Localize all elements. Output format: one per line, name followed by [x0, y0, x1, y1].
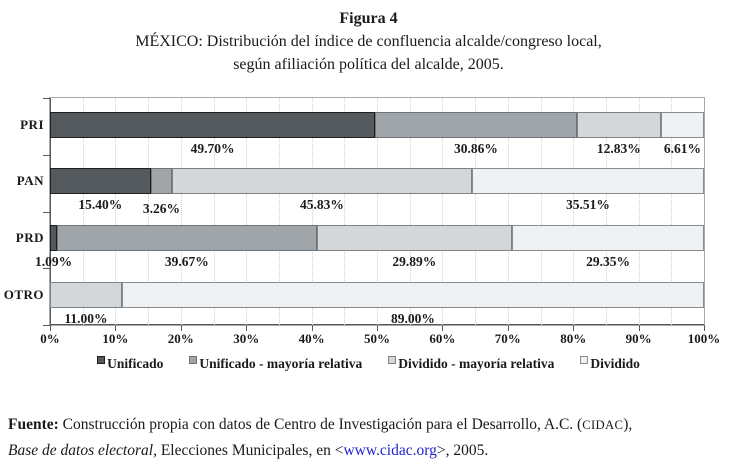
y-axis-tick — [43, 212, 50, 213]
legend-item-1 — [97, 355, 163, 373]
legend-item-3 — [388, 355, 554, 373]
chart-legend — [0, 355, 737, 373]
data-label-prd-series3: 29.89% — [392, 254, 437, 269]
y-axis-tick — [43, 98, 50, 99]
data-label-pri-series2: 30.86% — [454, 141, 498, 156]
data-label-prd-series4: 29.35% — [586, 254, 630, 269]
legend-swatch-icon — [97, 356, 105, 364]
source-line-1 — [8, 412, 731, 438]
x-axis-label-90: 90% — [625, 331, 652, 346]
legend-label: Dividido — [590, 356, 640, 371]
data-label-otro-series3: 11.00% — [64, 311, 108, 326]
x-axis-label-10: 10% — [102, 331, 129, 346]
x-axis-label-20: 20% — [167, 331, 194, 346]
data-label-pan-series1: 15.40% — [78, 197, 123, 212]
data-label-prd-series1: 1.09% — [35, 254, 73, 269]
x-axis-label-60: 60% — [429, 331, 456, 346]
legend-swatch-icon — [580, 356, 588, 364]
y-axis-tick — [43, 155, 50, 156]
figure-title-line1: MÉXICO: Distribución del índice de confluencia alcalde/congreso local, — [135, 33, 602, 50]
category-label-otro: OTRO — [3, 287, 44, 302]
legend-label: Unificado - mayoría relativa — [199, 356, 363, 371]
bar-segment-pan-series3 — [172, 168, 472, 194]
legend-swatch-icon — [189, 356, 197, 364]
data-label-pri-series3: 12.83% — [596, 141, 641, 156]
bar-segment-prd-series4 — [512, 225, 704, 251]
legend-label: Dividido - mayoría relativa — [398, 356, 555, 371]
data-label-pan-series4: 35.51% — [565, 197, 610, 212]
x-axis-label-100: 100% — [687, 331, 721, 346]
data-label-pri-series4: 6.61% — [663, 141, 701, 156]
source-text-2: , Elecciones Municipales, en < — [153, 442, 344, 459]
category-label-pri: PRI — [20, 117, 44, 132]
source-line-2 — [8, 438, 731, 464]
bar-segment-pri-series1 — [50, 112, 375, 138]
bar-segment-otro-series4 — [122, 282, 704, 308]
bar-segment-pri-series2 — [375, 112, 577, 138]
x-axis-label-30: 30% — [233, 331, 260, 346]
source-database-title: Base de datos electoral — [8, 442, 154, 459]
bar-segment-otro-series3 — [50, 282, 122, 308]
figure-number: Figura 4 — [339, 10, 398, 27]
x-axis-label-70: 70% — [494, 331, 521, 346]
y-axis-tick — [43, 325, 50, 326]
source-cidac-acronym: CIDAC — [582, 418, 624, 432]
legend-label: Unificado — [107, 356, 164, 371]
x-axis-label-40: 40% — [298, 331, 325, 346]
legend-item-4 — [580, 355, 640, 373]
bar-segment-prd-series1 — [50, 225, 57, 251]
bar-segment-pan-series1 — [50, 168, 151, 194]
x-axis-label-80: 80% — [560, 331, 587, 346]
bar-segment-pan-series2 — [151, 168, 172, 194]
bar-segment-pan-series4 — [472, 168, 704, 194]
category-label-prd: PRD — [15, 230, 44, 245]
category-label-pan: PAN — [16, 173, 44, 188]
source-text-1-end: ), — [623, 416, 633, 433]
legend-item-2 — [189, 355, 362, 373]
x-axis-label-50: 50% — [364, 331, 390, 346]
source-text-2-end: >, 2005. — [436, 442, 489, 459]
legend-swatch-icon — [388, 356, 396, 364]
data-label-pri-series1: 49.70% — [190, 141, 235, 156]
source-note — [8, 412, 731, 464]
data-label-prd-series2: 39.67% — [164, 254, 209, 269]
bar-segment-prd-series2 — [57, 225, 316, 251]
cidac-link[interactable]: www.cidac.org — [343, 442, 437, 459]
bar-segment-pri-series4 — [661, 112, 704, 138]
data-label-pan-series2: 3.26% — [142, 201, 180, 216]
data-label-pan-series3: 45.83% — [299, 197, 344, 212]
data-label-otro-series4: 89.00% — [391, 311, 435, 326]
bar-segment-prd-series3 — [317, 225, 512, 251]
source-text-1: Construcción propia con datos de Centro de Investigación para el Desarrollo, A.C. ( — [62, 416, 583, 433]
bar-segment-pri-series3 — [577, 112, 661, 138]
source-label: Fuente: — [8, 416, 59, 433]
figure-title-line2: según afiliación política del alcalde, 2005. — [233, 56, 504, 73]
x-axis-label-0: 0% — [40, 331, 60, 346]
